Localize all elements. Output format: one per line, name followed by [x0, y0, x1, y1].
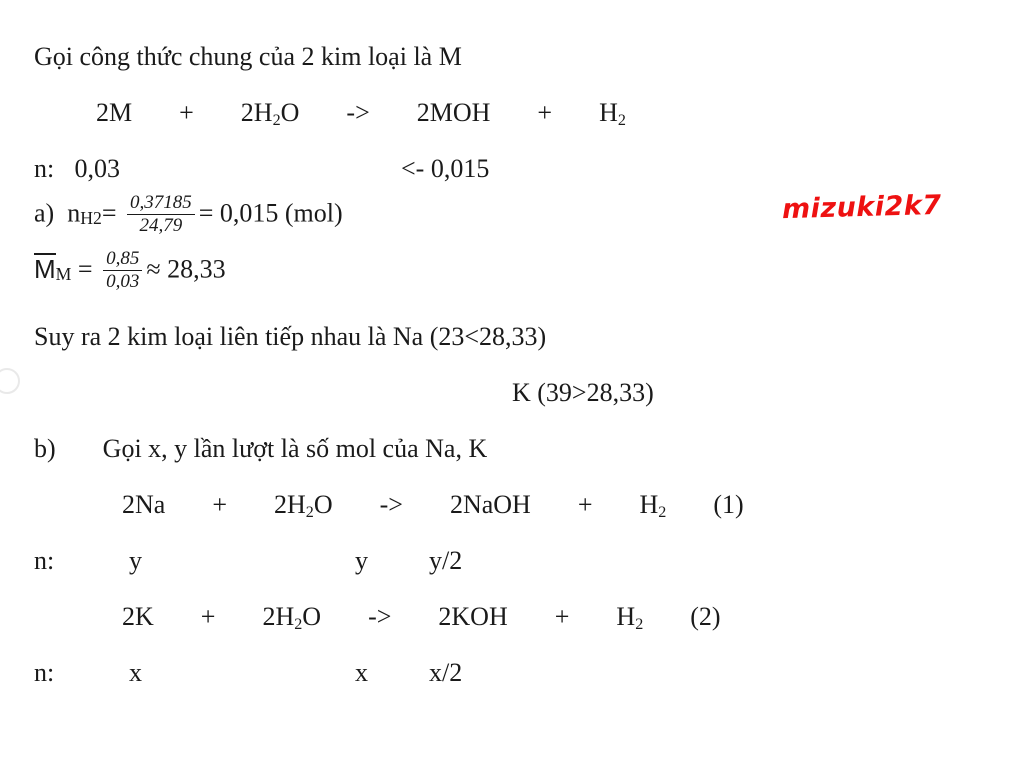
eq-general-arrow-icon: -> [346, 98, 370, 127]
average-molar-mass-subscript: M [55, 263, 72, 284]
average-molar-mass-content [34, 250, 226, 294]
eq1-hydrogen: H [639, 490, 659, 519]
eq-general-product-hydroxide: 2MOH [416, 98, 491, 127]
eq1-arrow-icon: -> [379, 490, 403, 519]
author-signature: mizuki2k7 [781, 189, 942, 226]
part-b-text: Gọi x, y lần lượt là số mol của Na, K [102, 434, 488, 463]
eq-general-reactant-metal: 2M [96, 98, 133, 127]
equation-general [34, 70, 994, 130]
eq2-plus-1: + [200, 602, 216, 631]
eq1-product-naoh: 2NaOH [449, 490, 531, 519]
part-a-n-symbol: n [67, 199, 81, 229]
part-b-label: b) [34, 434, 56, 463]
part-a-result: = 0,015 (mol) [198, 199, 343, 229]
mole-1-value-naoh: y [355, 546, 368, 575]
part-a-label: a) [34, 199, 55, 229]
eq1-hydrogen-sub: 2 [658, 504, 667, 522]
watermark-circle-icon [0, 368, 20, 394]
eq2-reactant-potassium: 2K [122, 602, 154, 631]
mole-line-general-content [34, 156, 489, 182]
part-a-equals: = [101, 199, 117, 229]
conclusion-line-2 [34, 350, 994, 406]
mole-label-1: n: [34, 546, 55, 575]
eq2-water: 2H [262, 602, 295, 631]
part-a-n-subscript: H2 [80, 207, 102, 228]
equation-1-content [122, 490, 744, 522]
equation-1 [34, 462, 994, 522]
mole-value-metal: 0,03 [74, 154, 120, 183]
mole-1-value-hydrogen: y/2 [429, 546, 463, 575]
eq1-water: 2H [274, 490, 306, 519]
eq-general-plus-1: + [179, 98, 194, 127]
eq2-number: (2) [690, 602, 721, 631]
eq-general-hydrogen-sub: 2 [617, 112, 626, 130]
eq1-water-tail: O [313, 490, 333, 519]
eq-general-water-sub: 2 [272, 112, 281, 130]
equation-2-content [122, 602, 721, 634]
average-molar-mass-equals: = [77, 255, 93, 285]
mole-1-value-sodium: y [129, 546, 142, 575]
equation-general-content [96, 98, 626, 130]
eq2-water-tail: O [302, 602, 322, 631]
eq1-reactant-sodium: 2Na [122, 490, 166, 519]
conclusion-text-1: Suy ra 2 kim loại liên tiếp nhau là Na (23<28,33) [34, 322, 547, 351]
eq2-arrow-icon: -> [368, 602, 392, 631]
eq1-plus-1: + [212, 490, 227, 519]
eq2-product-koh: 2KOH [438, 602, 508, 631]
eq1-water-sub: 2 [305, 504, 314, 522]
equation-2 [34, 574, 994, 634]
mole-line-general [34, 126, 994, 182]
average-molar-mass-symbol: M [34, 254, 56, 285]
average-molar-mass-numerator: 0,85 [103, 248, 142, 270]
part-a-content [34, 194, 343, 238]
mole-2-value-koh: x [355, 658, 368, 687]
part-a-fraction [127, 192, 195, 236]
conclusion-line-1 [34, 294, 994, 350]
eq2-hydrogen: H [616, 602, 636, 631]
average-molar-mass-denominator: 0,03 [106, 270, 140, 292]
part-b-content [34, 436, 487, 462]
mole-2-value-hydrogen: x/2 [429, 658, 463, 687]
mole-line-2 [34, 630, 994, 686]
mole-line-2-content [34, 660, 462, 686]
average-molar-mass-fraction [103, 248, 142, 292]
mole-line-1 [34, 518, 994, 574]
part-a-fraction-numerator: 0,37185 [127, 192, 195, 214]
part-a-fraction-denominator: 24,79 [139, 214, 183, 236]
part-b-line [34, 406, 994, 462]
eq1-plus-2: + [577, 490, 593, 519]
average-molar-mass-line [34, 238, 994, 294]
eq2-water-sub: 2 [294, 616, 303, 634]
mole-value-hydrogen: <- 0,015 [401, 154, 490, 183]
eq-general-water-tail: O [280, 98, 300, 127]
eq-general-water: 2H [240, 98, 273, 127]
average-molar-mass-result: ≈ 28,33 [146, 255, 226, 285]
eq2-plus-2: + [554, 602, 570, 631]
mole-label-2: n: [34, 658, 55, 687]
mole-line-1-content [34, 548, 462, 574]
conclusion-text-2: K (39>28,33) [512, 378, 654, 407]
intro-text: Gọi công thức chung của 2 kim loại là M [34, 42, 462, 71]
eq2-hydrogen-sub: 2 [635, 616, 644, 634]
eq1-number: (1) [713, 490, 744, 519]
mole-2-value-potassium: x [129, 658, 142, 687]
eq-general-plus-2: + [537, 98, 553, 127]
text-line-intro [34, 14, 994, 70]
eq-general-hydrogen: H [599, 98, 618, 127]
mole-label: n: [34, 154, 55, 183]
